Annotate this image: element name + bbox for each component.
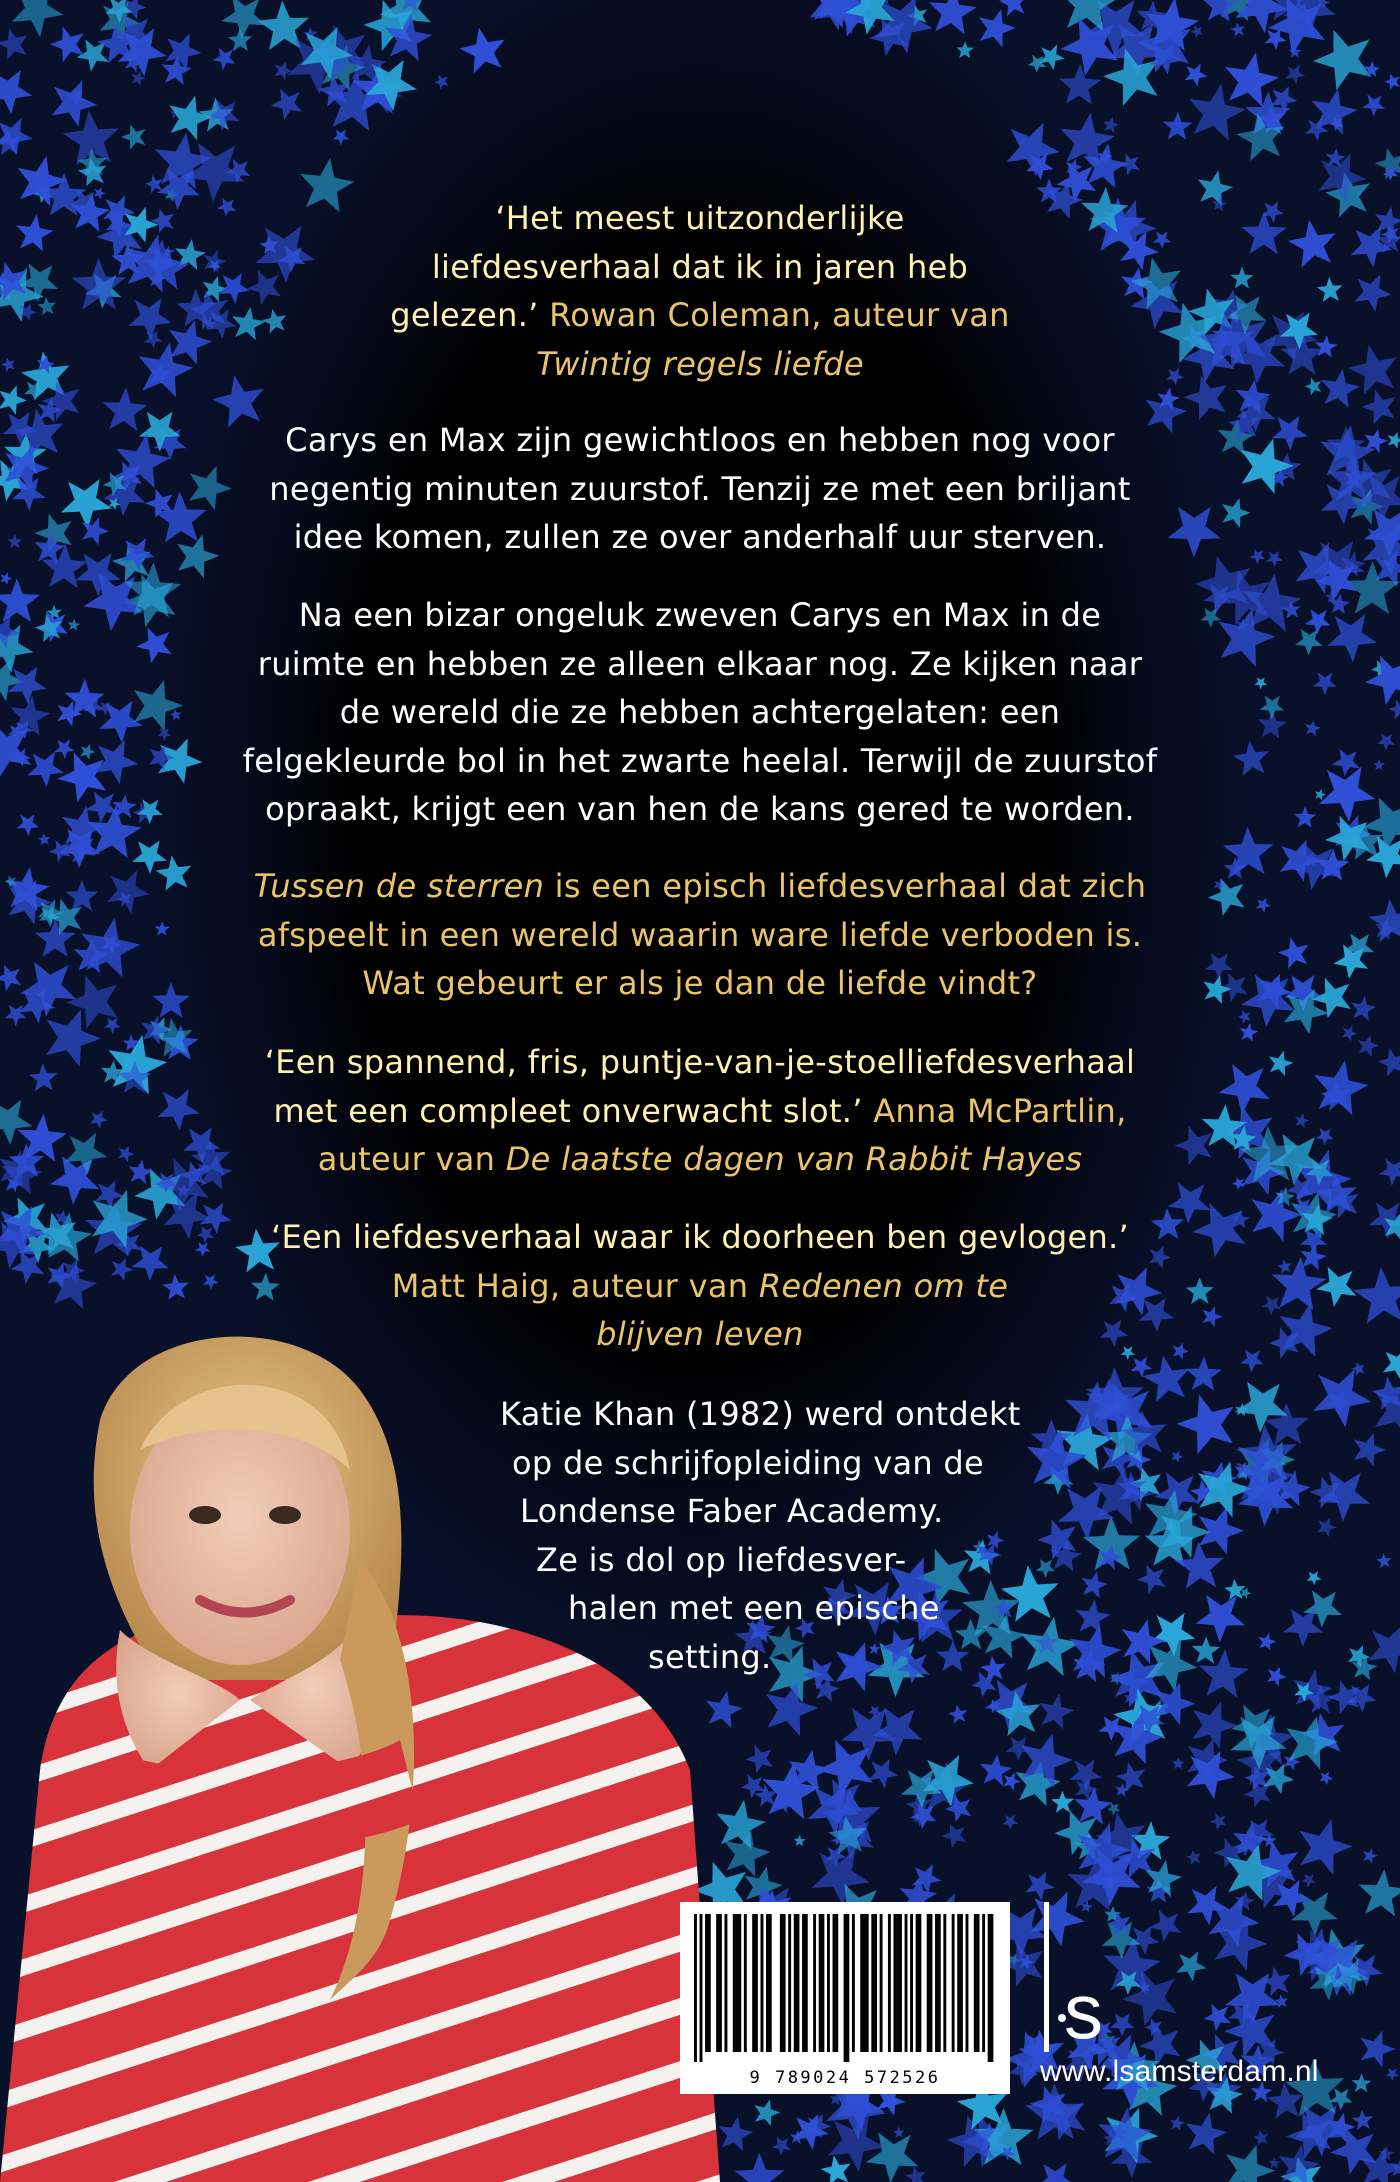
barcode-bar bbox=[821, 1914, 824, 2052]
blurb-line: is een episch liefdesverhaal dat zich bbox=[544, 867, 1147, 905]
bio-line: Londense Faber Academy. bbox=[520, 1492, 944, 1530]
star-icon bbox=[221, 0, 265, 39]
barcode-bar bbox=[893, 1914, 896, 2052]
star-icon bbox=[72, 258, 127, 310]
star-icon bbox=[1318, 1471, 1370, 1521]
star-icon bbox=[718, 2116, 753, 2151]
star-icon bbox=[1327, 614, 1377, 662]
star-icon bbox=[165, 33, 201, 70]
blurb-line: de wereld die ze hebben achtergelaten: een bbox=[339, 693, 1061, 731]
star-icon bbox=[57, 752, 106, 802]
star-icon bbox=[1373, 759, 1385, 771]
star-icon bbox=[1240, 1023, 1259, 1042]
star-icon bbox=[956, 41, 974, 58]
barcode-bar bbox=[896, 1914, 899, 2052]
star-icon bbox=[1376, 1553, 1391, 1568]
star-icon bbox=[8, 667, 47, 705]
star-icon bbox=[1313, 673, 1337, 696]
blurb-line: Wat gebeurt er als je dan de liefde vindt? bbox=[362, 964, 1038, 1002]
barcode-bar bbox=[952, 1914, 955, 2052]
blurb-line: opraakt, krijgt een van hen de kans gered te worden. bbox=[265, 790, 1135, 828]
star-icon bbox=[1250, 549, 1266, 564]
star-icon bbox=[1186, 1356, 1222, 1391]
star-icon bbox=[1278, 2145, 1320, 2182]
star-icon bbox=[1378, 1048, 1400, 1077]
star-icon bbox=[213, 48, 236, 71]
star-icon bbox=[80, 744, 96, 760]
star-icon bbox=[1210, 1813, 1227, 1830]
star-icon bbox=[1361, 2031, 1396, 2068]
star-icon bbox=[1259, 1633, 1277, 1651]
star-icon bbox=[1299, 1819, 1352, 1875]
star-icon bbox=[1307, 1571, 1322, 1586]
quote-attribution: Matt Haig, auteur van bbox=[391, 1266, 749, 1305]
star-icon bbox=[1315, 789, 1326, 800]
barcode-bar bbox=[938, 1914, 941, 2052]
star-icon bbox=[1315, 335, 1338, 357]
star-icon bbox=[1137, 1565, 1165, 1594]
barcode-bar bbox=[860, 1914, 863, 2052]
star-icon bbox=[104, 1018, 121, 1034]
publisher-website: www.lsamsterdam.nl bbox=[1040, 2055, 1319, 2088]
star-icon bbox=[90, 1111, 108, 1129]
star-icon bbox=[1256, 898, 1271, 913]
star-icon bbox=[1155, 1683, 1196, 1726]
star-icon bbox=[1365, 656, 1400, 706]
star-icon bbox=[794, 1835, 806, 1847]
star-icon bbox=[1103, 117, 1119, 133]
quote-anna-mcpartlin bbox=[160, 1038, 1240, 1184]
star-icon bbox=[12, 0, 64, 37]
barcode-bar bbox=[724, 1914, 727, 2052]
star-icon bbox=[1231, 22, 1245, 36]
barcode-bar bbox=[716, 1914, 719, 2052]
barcode-bar bbox=[905, 1914, 908, 2052]
star-icon bbox=[1269, 1051, 1294, 1076]
star-icon bbox=[1186, 2113, 1228, 2155]
star-icon bbox=[1362, 390, 1396, 425]
barcode-bar bbox=[863, 1914, 866, 2052]
star-icon bbox=[1316, 1128, 1334, 1145]
barcode-bar bbox=[871, 1914, 874, 2052]
barcode-bar bbox=[974, 1914, 977, 2052]
barcode-bar bbox=[813, 1914, 816, 2052]
star-icon bbox=[716, 1800, 765, 1850]
barcode-bar bbox=[866, 1914, 869, 2052]
star-icon bbox=[905, 2166, 926, 2182]
star-icon bbox=[979, 9, 1016, 47]
isbn-number: 9 789024 572526 bbox=[749, 2068, 941, 2088]
star-icon bbox=[27, 752, 64, 788]
barcode-bar bbox=[852, 1914, 855, 2052]
star-icon bbox=[1363, 1848, 1378, 1863]
barcode-bar bbox=[780, 1914, 783, 2052]
star-icon bbox=[1295, 1113, 1309, 1128]
barcode-bar bbox=[827, 1914, 830, 2052]
quote-line: ‘Een liefdesverhaal waar ik doorheen ben gevlogen.’ bbox=[271, 1218, 1129, 1256]
barcode-bar bbox=[736, 1914, 739, 2052]
barcode-bar bbox=[738, 1914, 741, 2052]
barcode-bars bbox=[694, 1914, 996, 2062]
barcode-bar bbox=[700, 1914, 703, 2062]
blurb-line: Na een bizar ongeluk zweven Carys en Max in de bbox=[298, 596, 1102, 634]
star-icon bbox=[71, 193, 110, 232]
star-icon bbox=[1185, 64, 1208, 87]
star-icon bbox=[0, 965, 21, 992]
barcode-bar bbox=[752, 1914, 755, 2052]
quote-line: gelezen.’ bbox=[390, 296, 539, 334]
quote-work-title: Twintig regels liefde bbox=[536, 344, 864, 383]
barcode-bar bbox=[960, 1914, 963, 2052]
star-icon bbox=[1283, 1609, 1323, 1647]
star-icon bbox=[333, 130, 350, 146]
blurb-paragraph-1 bbox=[160, 416, 1240, 562]
star-icon bbox=[1176, 1951, 1206, 1981]
star-icon bbox=[1301, 1873, 1316, 1887]
star-icon bbox=[1352, 2073, 1372, 2092]
barcode-bar bbox=[719, 1914, 722, 2052]
star-icon bbox=[1388, 432, 1400, 449]
star-icon bbox=[1294, 806, 1317, 828]
barcode-bar bbox=[846, 1914, 849, 2062]
star-icon bbox=[1305, 720, 1321, 736]
star-icon bbox=[1175, 1541, 1224, 1588]
star-icon bbox=[107, 871, 150, 914]
quote-work-title: Redenen om te bbox=[758, 1266, 1009, 1305]
barcode-bar bbox=[755, 1914, 758, 2052]
star-icon bbox=[1131, 1357, 1153, 1378]
star-icon bbox=[1379, 1158, 1400, 1185]
star-icon bbox=[1253, 2130, 1269, 2146]
barcode-bar bbox=[802, 1914, 805, 2052]
quote-attribution: auteur van bbox=[317, 1140, 496, 1178]
star-icon bbox=[1070, 1759, 1103, 1791]
star-icon bbox=[102, 387, 147, 431]
star-icon bbox=[1352, 2110, 1373, 2131]
star-icon bbox=[50, 1156, 100, 1205]
star-icon bbox=[0, 572, 12, 584]
barcode-bar bbox=[899, 1914, 902, 2052]
barcode-bar bbox=[833, 1914, 836, 2052]
star-icon bbox=[1386, 2068, 1399, 2081]
star-icon bbox=[1359, 1869, 1400, 1916]
star-icon bbox=[1150, 1910, 1182, 1942]
star-icon bbox=[145, 175, 163, 193]
quote-line: ‘Het meest uitzonderlijke bbox=[495, 199, 905, 237]
quote-work-title: De laatste dagen van Rabbit Hayes bbox=[505, 1140, 1083, 1178]
barcode-bar bbox=[990, 1914, 993, 2062]
star-icon bbox=[1, 357, 15, 372]
star-icon bbox=[1363, 95, 1386, 117]
barcode-bar bbox=[844, 1914, 847, 2062]
star-icon bbox=[1240, 1349, 1264, 1372]
barcode-bar bbox=[705, 1914, 708, 2052]
star-icon bbox=[1260, 696, 1285, 720]
star-icon bbox=[948, 1705, 967, 1724]
star-icon bbox=[1268, 2157, 1280, 2169]
star-icon bbox=[1163, 112, 1192, 140]
star-icon bbox=[1300, 1244, 1326, 1271]
bio-line: Katie Khan (1982) werd ontdekt bbox=[500, 1395, 1021, 1433]
star-icon bbox=[1192, 1702, 1237, 1749]
star-icon bbox=[16, 214, 54, 251]
blurb-paragraph-2 bbox=[160, 591, 1240, 834]
star-icon bbox=[1316, 1267, 1356, 1307]
barcode-bar bbox=[918, 1914, 921, 2052]
star-icon bbox=[37, 297, 56, 316]
barcode-bar bbox=[805, 1914, 808, 2052]
quote-line: liefdesverhaal dat ik in jaren heb bbox=[431, 247, 969, 286]
star-icon bbox=[1377, 733, 1395, 751]
star-icon bbox=[1059, 64, 1101, 105]
star-icon bbox=[1278, 937, 1309, 969]
barcode-bar bbox=[910, 1914, 913, 2052]
barcode-bar bbox=[794, 1914, 797, 2052]
star-icon bbox=[1186, 1850, 1201, 1866]
star-icon bbox=[1342, 1025, 1358, 1041]
star-icon bbox=[1289, 45, 1302, 57]
star-icon bbox=[1272, 416, 1308, 451]
star-icon bbox=[118, 1146, 134, 1163]
star-icon bbox=[1171, 1451, 1183, 1463]
star-icon bbox=[1321, 369, 1360, 408]
star-icon bbox=[17, 814, 40, 836]
barcode-bar bbox=[769, 1914, 772, 2052]
star-icon bbox=[1267, 1667, 1287, 1687]
star-icon bbox=[1388, 700, 1400, 720]
barcode-bar bbox=[977, 1914, 980, 2052]
barcode-bar bbox=[888, 1914, 891, 2052]
star-icon bbox=[434, 75, 448, 90]
star-icon bbox=[274, 61, 292, 80]
barcode-bar bbox=[733, 1914, 736, 2052]
barcode-bar bbox=[788, 1914, 791, 2052]
blurb-line: afspeelt in een wereld waarin ware liefde verboden is. bbox=[257, 915, 1143, 954]
star-icon bbox=[1319, 1771, 1333, 1785]
star-icon bbox=[1172, 1757, 1185, 1769]
quote-line: met een compleet onverwacht slot.’ bbox=[273, 1091, 863, 1130]
star-icon bbox=[1254, 677, 1267, 689]
bio-line: Ze is dol op liefdesver- bbox=[536, 1540, 907, 1579]
star-icon bbox=[1170, 2116, 1185, 2131]
barcode-bar bbox=[943, 1914, 946, 2052]
star-icon bbox=[0, 578, 40, 622]
star-icon bbox=[1317, 1517, 1336, 1537]
star-icon bbox=[735, 2153, 785, 2182]
star-icon bbox=[1295, 629, 1323, 656]
star-icon bbox=[929, 0, 977, 34]
barcode-bar bbox=[982, 1914, 985, 2052]
star-icon bbox=[1037, 2163, 1075, 2182]
ls-logo-icon bbox=[1040, 1902, 1150, 2062]
star-icon bbox=[999, 0, 1027, 16]
blurb-line: Carys en Max zijn gewichtloos en hebben nog voor bbox=[285, 421, 1115, 459]
star-icon bbox=[1288, 220, 1336, 268]
star-icon bbox=[1358, 1035, 1379, 1057]
star-icon bbox=[893, 2127, 905, 2138]
quote-attribution: Rowan Coleman, auteur van bbox=[549, 296, 1010, 334]
star-icon bbox=[1305, 609, 1331, 634]
barcode-bar bbox=[835, 1914, 838, 2052]
star-icon bbox=[460, 28, 505, 74]
barcode-bar bbox=[783, 1914, 786, 2052]
star-icon bbox=[1317, 277, 1343, 302]
barcode-bar bbox=[930, 1914, 933, 2052]
star-icon bbox=[169, 96, 212, 141]
star-icon bbox=[868, 1759, 898, 1789]
star-icon bbox=[1354, 1433, 1386, 1467]
star-icon bbox=[1143, 1355, 1190, 1402]
barcode-bar bbox=[766, 1914, 769, 2052]
star-icon bbox=[1002, 1815, 1018, 1830]
star-icon bbox=[129, 1160, 154, 1185]
star-icon bbox=[1314, 1060, 1369, 1115]
star-icon bbox=[68, 618, 81, 631]
bio-line: setting. bbox=[648, 1637, 772, 1676]
barcode bbox=[680, 1902, 1010, 2094]
barcode-bar bbox=[880, 1914, 883, 2052]
star-icon bbox=[38, 833, 51, 846]
star-icon bbox=[61, 479, 112, 529]
star-icon bbox=[0, 70, 32, 115]
star-icon bbox=[1226, 2145, 1275, 2182]
barcode-bar bbox=[927, 1914, 930, 2052]
star-icon bbox=[1238, 1010, 1251, 1023]
star-icon bbox=[1277, 1259, 1292, 1274]
barcode-bar bbox=[694, 1914, 697, 2062]
quote-attribution: Anna McPartlin, bbox=[873, 1091, 1127, 1130]
star-icon bbox=[0, 385, 27, 415]
star-icon bbox=[1351, 996, 1376, 1021]
star-icon bbox=[1177, 1394, 1234, 1454]
star-icon bbox=[1384, 73, 1400, 90]
blurb-line: felgekleurde bol in het zwarte heelal. Terwijl de zuurstof bbox=[242, 741, 1158, 780]
star-icon bbox=[1241, 211, 1286, 254]
star-icon bbox=[1383, 1349, 1400, 1382]
blurb-line: ruimte en hebben ze alleen elkaar nog. Ze kijken naar bbox=[257, 644, 1143, 683]
star-icon bbox=[1196, 1595, 1246, 1643]
star-icon bbox=[942, 1823, 966, 1848]
star-icon bbox=[754, 2099, 780, 2126]
star-icon bbox=[29, 1063, 58, 1091]
quote-rowan-coleman bbox=[160, 194, 1240, 388]
barcode-bar bbox=[708, 1914, 711, 2052]
star-icon bbox=[94, 187, 106, 199]
blurb-line: idee komen, zullen ze over anderhalf uur sterven. bbox=[293, 518, 1107, 556]
star-icon bbox=[1028, 55, 1047, 73]
star-icon bbox=[121, 124, 145, 149]
barcode-bar bbox=[988, 1914, 991, 2062]
quote-work-title: blijven leven bbox=[596, 1315, 804, 1353]
logo-bar bbox=[1044, 1902, 1049, 2052]
star-icon bbox=[1353, 1267, 1400, 1324]
star-icon bbox=[1204, 2004, 1232, 2032]
star-icon bbox=[271, 89, 302, 121]
blurb-paragraph-3 bbox=[160, 862, 1240, 1008]
blurb-line: negentig minuten zuurstof. Tenzij ze met een briljant bbox=[269, 469, 1131, 508]
star-icon bbox=[1369, 899, 1400, 943]
star-icon bbox=[0, 28, 28, 60]
barcode-bar bbox=[916, 1914, 919, 2052]
star-icon bbox=[1224, 1579, 1246, 1600]
bio-line: op de schrijfopleiding van de bbox=[512, 1443, 985, 1482]
author-bio bbox=[500, 1390, 1140, 1681]
barcode-bar bbox=[761, 1914, 764, 2052]
star-icon bbox=[1051, 1791, 1074, 1813]
logo-letter: s bbox=[1064, 1967, 1103, 2055]
bio-line: halen met een epische bbox=[568, 1589, 940, 1627]
book-title: Tussen de sterren bbox=[253, 867, 545, 905]
barcode-bar bbox=[966, 1914, 969, 2052]
star-icon bbox=[745, 1745, 773, 1773]
star-icon bbox=[1272, 1257, 1327, 1311]
star-icon bbox=[111, 1258, 133, 1281]
barcode-bar bbox=[819, 1914, 822, 2052]
star-icon bbox=[1354, 274, 1391, 312]
star-icon bbox=[1192, 1636, 1220, 1663]
star-icon bbox=[1285, 65, 1305, 85]
star-icon bbox=[821, 2155, 851, 2182]
star-icon bbox=[1039, 1694, 1074, 1730]
quote-line: ‘Een spannend, fris, puntje-van-je-stoelliefdesverhaal bbox=[264, 1043, 1136, 1081]
barcode-bar bbox=[935, 1914, 938, 2052]
star-icon bbox=[1305, 378, 1322, 396]
star-icon bbox=[1266, 551, 1283, 567]
star-icon bbox=[1190, 25, 1203, 38]
star-icon bbox=[1025, 1871, 1055, 1901]
star-icon bbox=[1241, 439, 1294, 494]
star-icon bbox=[1274, 1994, 1288, 2008]
star-icon bbox=[1252, 1189, 1303, 1242]
barcode-bar bbox=[744, 1914, 747, 2052]
star-icon bbox=[7, 534, 22, 549]
barcode-bar bbox=[797, 1914, 800, 2052]
barcode-bar bbox=[874, 1914, 877, 2052]
star-icon bbox=[66, 880, 99, 911]
star-icon bbox=[772, 2137, 791, 2156]
star-icon bbox=[54, 739, 74, 759]
barcode-bar bbox=[957, 1914, 960, 2052]
star-icon bbox=[1261, 1295, 1281, 1315]
